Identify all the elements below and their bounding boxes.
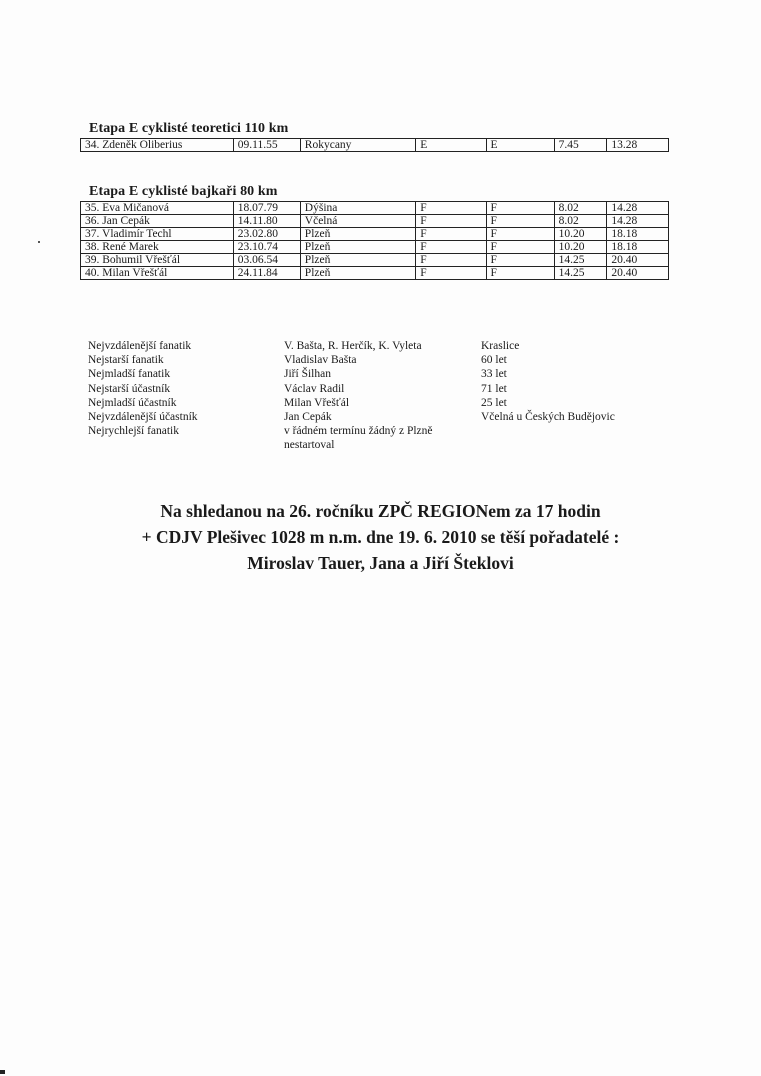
farewell-line: Miroslav Tauer, Jana a Jiří Šteklovi (247, 553, 514, 573)
participant-name: 40. Milan Vřešťál (81, 267, 234, 280)
finish-time: 20.40 (607, 267, 669, 280)
participant-name: 35. Eva Mičanová (81, 202, 234, 215)
stat-label: Nejmladší účastník (88, 396, 177, 409)
results-table-teoretici (80, 138, 669, 152)
city: Plzeň (300, 228, 415, 241)
stage-start: F (416, 241, 486, 254)
section-title-teoretici: Etapa E cyklisté teoretici 110 km (89, 121, 289, 136)
birth-date: 24.11.84 (233, 267, 300, 280)
participant-name: 37. Vladimír Techl (81, 228, 234, 241)
stat-label: Nejrychlejší fanatik (88, 425, 180, 438)
stat-name: V. Bašta, R. Herčík, K. Vyleta (284, 340, 422, 352)
stat-name: Vladislav Bašta (284, 354, 357, 367)
stat-label: Nejmladší fanatik (88, 368, 171, 381)
stage-end: F (486, 228, 554, 241)
stage-start: F (416, 228, 486, 241)
stat-name: nestartoval (284, 439, 335, 452)
stage-start: F (416, 267, 486, 280)
stat-name: Jan Cepák (284, 411, 332, 424)
table-row (81, 215, 669, 228)
birth-date: 23.02.80 (233, 228, 300, 241)
participant-name: 36. Jan Cepák (81, 215, 234, 228)
results-table-bajkari (80, 201, 669, 280)
table-row (81, 202, 669, 215)
farewell-line: + CDJV Plešivec 1028 m n.m. dne 19. 6. 2010 se těší pořadatelé : (141, 527, 620, 547)
city: Rokycany (300, 139, 415, 152)
stage-end: F (486, 267, 554, 280)
start-time: 14.25 (554, 267, 607, 280)
stats-values (481, 339, 615, 424)
stage-end: F (486, 241, 554, 254)
scan-speck (0, 1070, 5, 1074)
start-time: 14.25 (554, 254, 607, 267)
stat-name: Jiří Šilhan (284, 368, 331, 381)
stat-value: 60 let (481, 354, 507, 367)
city: Plzeň (300, 254, 415, 267)
stage-start: E (416, 139, 486, 152)
birth-date: 18.07.79 (233, 202, 300, 215)
city: Plzeň (300, 241, 415, 254)
finish-time: 13.28 (607, 139, 669, 152)
start-time: 7.45 (554, 139, 607, 152)
farewell-message (0, 498, 761, 576)
finish-time: 18.18 (607, 241, 669, 254)
farewell-line: Na shledanou na 26. ročníku ZPČ REGIONem za 17 hodin (160, 501, 601, 521)
participant-name: 34. Zdeněk Oliberius (81, 139, 234, 152)
stat-label: Nejstarší účastník (88, 382, 171, 395)
birth-date: 14.11.80 (233, 215, 300, 228)
birth-date: 09.11.55 (233, 139, 300, 152)
stat-name: Milan Vřešťál (284, 396, 350, 409)
stage-start: F (416, 202, 486, 215)
section-title-bajkari: Etapa E cyklisté bajkaři 80 km (89, 184, 278, 199)
start-time: 8.02 (554, 202, 607, 215)
start-time: 8.02 (554, 215, 607, 228)
stat-value: Včelná u Českých Budějovic (481, 411, 615, 424)
table-row (81, 267, 669, 280)
participant-name: 38. René Marek (81, 241, 234, 254)
finish-time: 14.28 (607, 202, 669, 215)
stat-value: 25 let (481, 396, 507, 409)
stat-name: Václav Radil (284, 382, 345, 395)
table-row (81, 254, 669, 267)
table-row (81, 139, 669, 152)
scan-speck (38, 241, 40, 243)
stage-start: F (416, 254, 486, 267)
stat-value: Kraslice (481, 340, 520, 352)
stat-label: Nejvzdálenější fanatik (88, 340, 192, 352)
table-row (81, 241, 669, 254)
finish-time: 14.28 (607, 215, 669, 228)
city: Včelná (300, 215, 415, 228)
stage-end: F (486, 202, 554, 215)
table-row (81, 228, 669, 241)
city: Plzeň (300, 267, 415, 280)
stage-end: E (486, 139, 554, 152)
stat-label: Nejstarší fanatik (88, 354, 164, 367)
stage-end: F (486, 215, 554, 228)
finish-time: 18.18 (607, 228, 669, 241)
birth-date: 23.10.74 (233, 241, 300, 254)
stat-value: 71 let (481, 382, 507, 395)
stats-labels (88, 339, 198, 438)
stage-start: F (416, 215, 486, 228)
stat-label: Nejvzdálenější účastník (88, 411, 198, 424)
participant-name: 39. Bohumil Vřešťál (81, 254, 234, 267)
stage-end: F (486, 254, 554, 267)
stat-value: 33 let (481, 368, 507, 381)
birth-date: 03.06.54 (233, 254, 300, 267)
start-time: 10.20 (554, 228, 607, 241)
stats-names (284, 339, 433, 453)
start-time: 10.20 (554, 241, 607, 254)
city: Dýšina (300, 202, 415, 215)
stat-name: v řádném termínu žádný z Plzně (284, 425, 433, 438)
finish-time: 20.40 (607, 254, 669, 267)
